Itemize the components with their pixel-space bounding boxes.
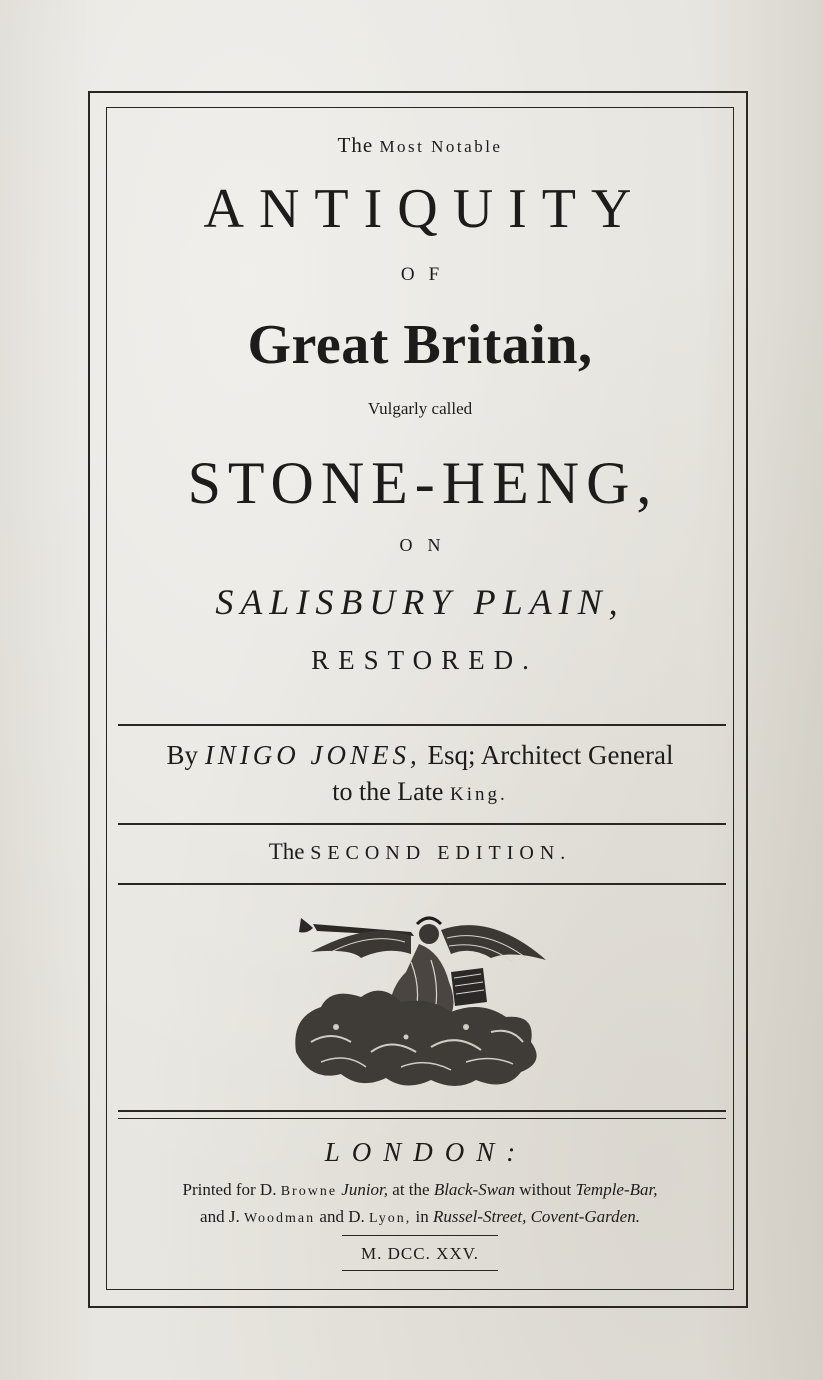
- imprint-text: Printed for D.: [182, 1180, 281, 1199]
- title-vulgarly-called: Vulgarly called: [367, 399, 473, 418]
- rule-divider: [118, 724, 726, 726]
- title-stoneheng: STONE-HENG,: [187, 450, 659, 516]
- author-name: INIGO JONES,: [204, 740, 421, 770]
- imprint-junior: Junior,: [337, 1180, 389, 1199]
- imprint-text: without: [515, 1180, 576, 1199]
- title-great-britain: Great Britain,: [247, 314, 593, 376]
- imprint-line-2: [106, 1207, 734, 1227]
- subtitle-the: The: [337, 133, 380, 157]
- author-title: Esq; Architect General: [420, 740, 674, 770]
- imprint-text: and J.: [200, 1207, 244, 1226]
- imprint-text: and D.: [315, 1207, 369, 1226]
- edition-the: The: [268, 839, 311, 864]
- imprint-line-1: [106, 1180, 734, 1200]
- date-rule: [342, 1235, 498, 1236]
- author-line: [106, 740, 734, 771]
- imprint-lyon: Lyon,: [368, 1211, 412, 1226]
- author-by: By: [166, 740, 205, 770]
- title-restored: RESTORED.: [311, 645, 538, 675]
- rule-divider: [118, 823, 726, 825]
- rule-divider: [118, 1118, 726, 1119]
- subtitle-most-notable-text: Most Notable: [379, 137, 503, 156]
- imprint-temple-bar: Temple-Bar,: [575, 1180, 658, 1199]
- imprint-black-swan: Black-Swan: [433, 1180, 516, 1199]
- title-of: OF: [400, 264, 454, 285]
- author-line-2-text: to the Late: [332, 777, 450, 806]
- imprint-date: M. DCC. XXV.: [361, 1244, 479, 1263]
- edition-line: [106, 839, 734, 865]
- rule-divider: [118, 1110, 726, 1112]
- imprint-covent-garden: Covent-Garden.: [526, 1207, 640, 1226]
- imprint-text: at the: [388, 1180, 434, 1199]
- imprint-woodman: Woodman: [243, 1211, 316, 1226]
- title-antiquity: ANTIQUITY: [203, 178, 647, 240]
- rule-divider: [118, 883, 726, 885]
- title-salisbury-plain: SALISBURY PLAIN,: [215, 582, 625, 622]
- imprint-text: in: [411, 1207, 433, 1226]
- title-on: ON: [399, 535, 456, 555]
- author-king: King.: [449, 784, 508, 805]
- imprint-browne: Browne: [280, 1184, 338, 1199]
- imprint-russel-street: Russel-Street,: [433, 1207, 527, 1226]
- date-rule: [342, 1270, 498, 1271]
- fame-angel-trumpet-vignette-icon: [291, 902, 561, 1092]
- imprint-city: LONDON:: [324, 1137, 528, 1167]
- edition-text: SECOND EDITION.: [310, 842, 572, 864]
- title-content: [106, 107, 734, 1290]
- subtitle-most-notable: [106, 133, 734, 158]
- author-line-2: [106, 777, 734, 807]
